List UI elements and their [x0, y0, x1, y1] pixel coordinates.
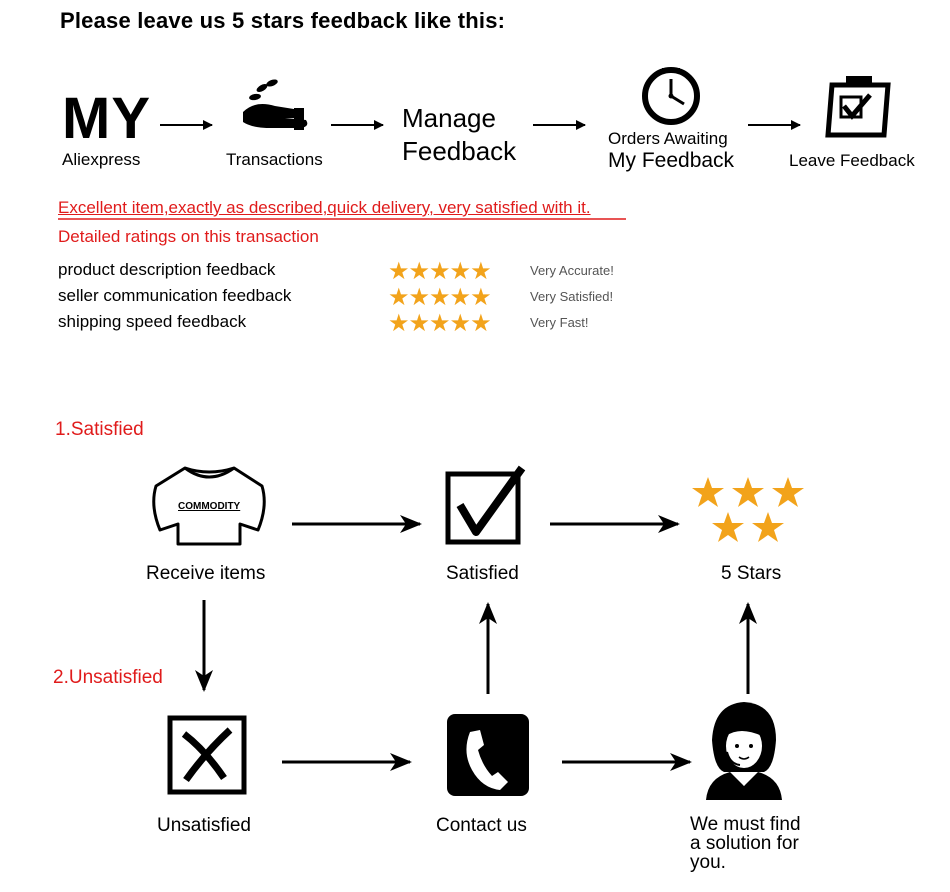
- rating-comment: Very Accurate!: [530, 263, 614, 278]
- orders-awaiting-label: [608, 130, 734, 172]
- hand-coins-icon: [243, 78, 307, 130]
- contact-us-label: Contact us: [436, 815, 527, 836]
- rating-comment: Very Fast!: [530, 315, 589, 330]
- rating-name: shipping speed feedback: [58, 312, 247, 331]
- satisfied-label: Satisfied: [446, 563, 519, 584]
- solution-line2: a solution for: [690, 833, 799, 854]
- my-aliexpress-logo-text: MY: [62, 86, 151, 151]
- rating-stars-icon: ★★★★★: [388, 310, 491, 337]
- solution-line3: you.: [690, 852, 726, 873]
- feedback-line: Feedback: [402, 135, 517, 166]
- rating-stars-icon: ★★★★★: [388, 258, 491, 285]
- manage-line: Manage: [402, 103, 496, 133]
- solution-label: [690, 815, 801, 872]
- manage-feedback-label: [402, 102, 516, 167]
- clipboard-check-icon: [828, 76, 888, 135]
- receive-items-label: Receive items: [146, 563, 266, 584]
- rating-name: seller communication feedback: [58, 286, 292, 305]
- rating-name: product description feedback: [58, 260, 276, 279]
- sample-review-text: Excellent item,exactly as described,quick delivery, very satisfied with it.: [58, 198, 591, 217]
- orders-awaiting-line2: My Feedback: [608, 148, 735, 172]
- aliexpress-label: Aliexpress: [62, 150, 141, 169]
- five-stars-label: 5 Stars: [721, 563, 782, 584]
- rating-comment: Very Satisfied!: [530, 289, 614, 304]
- phone-icon: [447, 714, 529, 796]
- shirt-commodity-text: COMMODITY: [178, 501, 241, 512]
- transactions-label: Transactions: [226, 150, 323, 169]
- page-title: Please leave us 5 stars feedback like this:: [60, 8, 506, 33]
- five-stars-icon: [692, 477, 804, 542]
- rating-row-communication: [58, 286, 678, 310]
- rating-stars-icon: ★★★★★: [388, 284, 491, 311]
- ratings-title: Detailed ratings on this transaction: [58, 227, 319, 246]
- unsatisfied-label: Unsatisfied: [157, 815, 251, 836]
- rating-row-product: [58, 260, 678, 284]
- crossed-box-icon: [170, 718, 244, 792]
- checkbox-checked-icon: [448, 468, 522, 542]
- clock-icon: [645, 68, 697, 122]
- unsatisfied-heading: 2.Unsatisfied: [53, 667, 163, 688]
- satisfied-heading: 1.Satisfied: [55, 419, 144, 440]
- solution-line1: We must find: [690, 814, 801, 835]
- rating-row-shipping: [58, 312, 678, 336]
- orders-awaiting-line1: Orders Awaiting: [608, 129, 728, 148]
- support-agent-icon: [706, 702, 782, 800]
- leave-feedback-label: Leave Feedback: [789, 151, 915, 170]
